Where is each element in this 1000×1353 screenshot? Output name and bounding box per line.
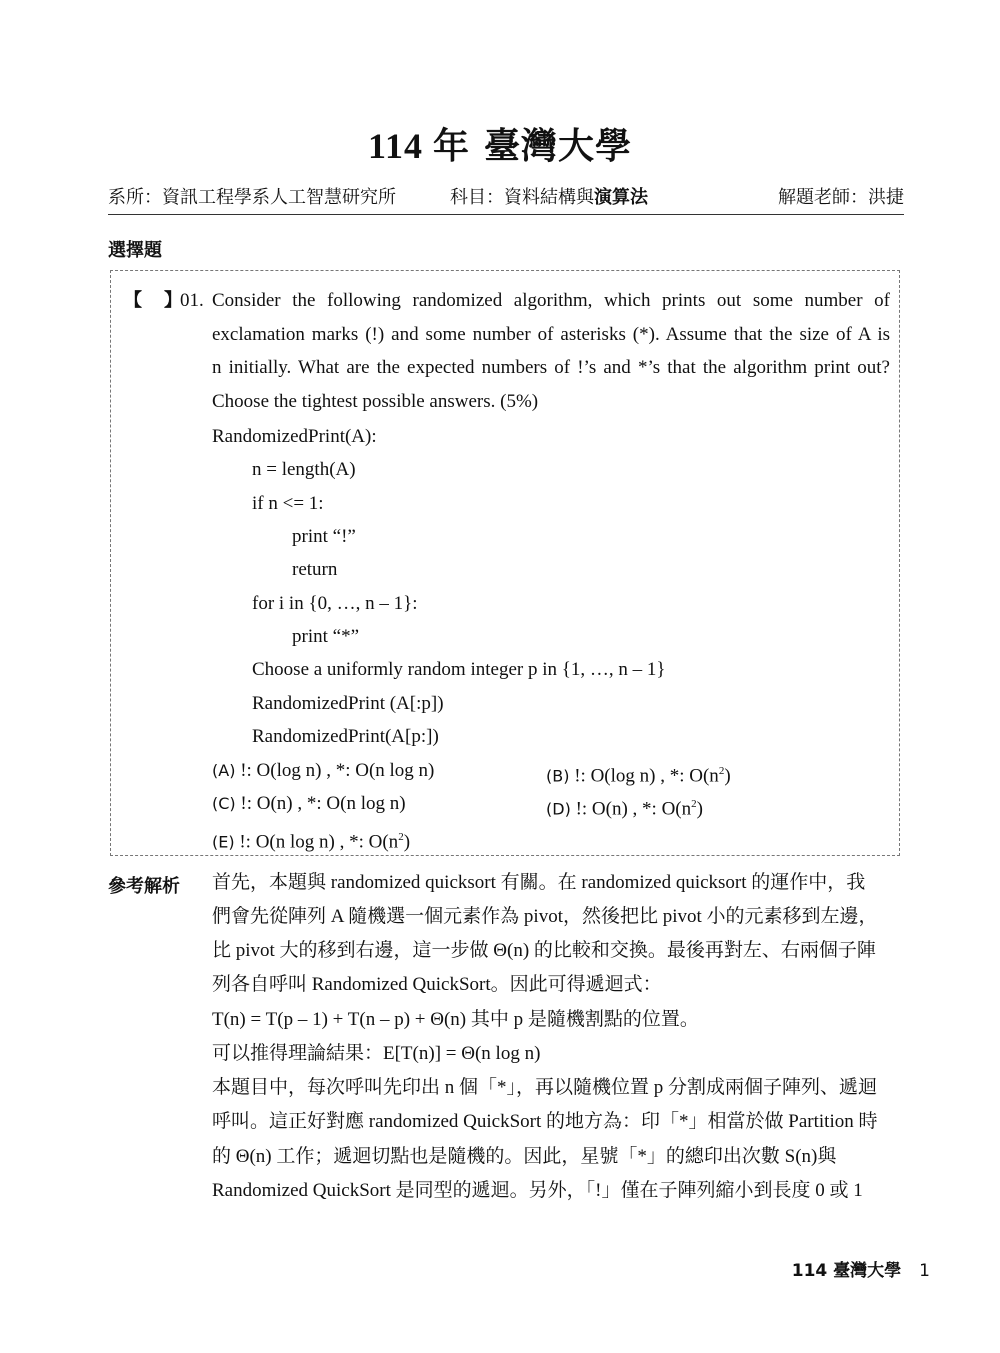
section-label: 選擇題 xyxy=(108,240,162,261)
teacher: 解題老師：洪捷 xyxy=(778,187,904,208)
option-d-sup: 2 xyxy=(691,798,697,810)
answer-line: 比 pivot 大的移到右邊，這一步做 Θ(n) 的比較和交換。最後再對左、右兩個子陣 xyxy=(212,940,876,961)
option-e-text: !: O(n log n) , *: O(n xyxy=(239,831,399,853)
bracket-right: 】 xyxy=(164,290,182,311)
option-b-tail: ) xyxy=(724,765,731,787)
answer-bracket xyxy=(124,288,182,314)
title-school: 臺灣大學 xyxy=(484,126,633,166)
code-line: Choose a uniformly random integer p in {1, …, n – 1} xyxy=(252,659,666,680)
answer-line: 列各自呼叫 Randomized QuickSort。因此可得遞迴式： xyxy=(212,974,662,995)
option-e-label: (E) xyxy=(212,832,235,852)
answer-label: 參考解析 xyxy=(108,876,180,897)
bracket-left: 【 xyxy=(124,290,142,311)
option-d xyxy=(546,791,703,822)
subject xyxy=(450,184,648,212)
code-line: print “!” xyxy=(292,526,356,547)
option-d-text: !: O(n) , *: O(n xyxy=(575,798,692,820)
title-year: 114 年 xyxy=(367,126,470,166)
option-a-label: (A) xyxy=(212,761,236,780)
option-c-text: !: O(n) , *: O(n log n) xyxy=(240,793,406,814)
option-b-sup: 2 xyxy=(718,765,725,777)
answer-line: 們會先從陣列 A 隨機選一個元素作為 pivot，然後把比 pivot 小的元素移到左邊， xyxy=(212,906,878,927)
code-line: for i in {0, …, n – 1}: xyxy=(252,593,418,614)
option-e xyxy=(212,824,410,855)
option-e-sup: 2 xyxy=(398,831,404,843)
footer-text: 114 臺灣大學 xyxy=(791,1261,902,1281)
page-footer xyxy=(792,1256,930,1281)
question-line: n initially. What are the expected numbers of !’s and *’s that the algorithm print out? xyxy=(212,357,890,378)
code-line: return xyxy=(292,559,338,580)
code-line: RandomizedPrint (A[:p]) xyxy=(252,693,444,714)
option-c-label: (C) xyxy=(212,794,236,813)
subject-bold: 演算法 xyxy=(594,187,648,208)
answer-line: 首先，本題與 randomized quicksort 有關。在 randomized quicksort 的運作中，我 xyxy=(212,872,866,893)
answer-line: 可以推得理論結果：E[T(n)] = Θ(n log n) xyxy=(212,1043,541,1064)
answer-line: 呼叫。這正好對應 randomized QuickSort 的地方為：印「*」相當於做 Partition 時 xyxy=(212,1111,878,1132)
answer-line: 本題目中，每次呼叫先印出 n 個「*」，再以隨機位置 p 分割成兩個子陣列、遞迴 xyxy=(212,1077,878,1098)
option-a xyxy=(212,758,434,784)
option-b-text: !: O(log n) , *: O(n xyxy=(574,765,719,787)
question-number: 01. xyxy=(180,290,204,311)
code-line: n = length(A) xyxy=(252,459,356,480)
page-number: 1 xyxy=(919,1261,930,1281)
question-line: Consider the following randomized algorithm, which prints out some number of xyxy=(212,290,890,311)
option-d-label: (D) xyxy=(546,799,571,819)
code-line: RandomizedPrint(A[p:]) xyxy=(252,726,439,747)
option-a-text: !: O(log n) , *: O(n log n) xyxy=(240,760,435,781)
department: 系所：資訊工程學系人工智慧研究所 xyxy=(108,187,396,208)
question-line: exclamation marks (!) and some number of asterisks (*). Assume that the size of A is xyxy=(212,324,890,345)
code-line: if n <= 1: xyxy=(252,493,324,514)
option-e-tail: ) xyxy=(403,831,411,853)
option-d-tail: ) xyxy=(696,798,703,820)
code-line: RandomizedPrint(A): xyxy=(212,426,377,447)
subject-prefix: 科目：資料結構與 xyxy=(450,187,594,208)
question-line: Choose the tightest possible answers. (5%) xyxy=(212,391,539,412)
option-b xyxy=(546,758,731,789)
answer-line: T(n) = T(p – 1) + T(n – p) + Θ(n) 其中 p 是隨機割點的位置。 xyxy=(212,1009,699,1030)
answer-line: Randomized QuickSort 是同型的遞迴。另外，「!」僅在子陣列縮小到長度 0 或 1 xyxy=(212,1180,863,1201)
code-line: print “*” xyxy=(292,626,360,647)
page-title xyxy=(0,118,1000,169)
option-c xyxy=(212,791,406,817)
option-b-label: (B) xyxy=(546,766,570,786)
exam-header xyxy=(108,184,904,215)
answer-line: 的 Θ(n) 工作；遞迴切點也是隨機的。因此，星號「*」的總印出次數 S(n)與 xyxy=(212,1146,837,1167)
